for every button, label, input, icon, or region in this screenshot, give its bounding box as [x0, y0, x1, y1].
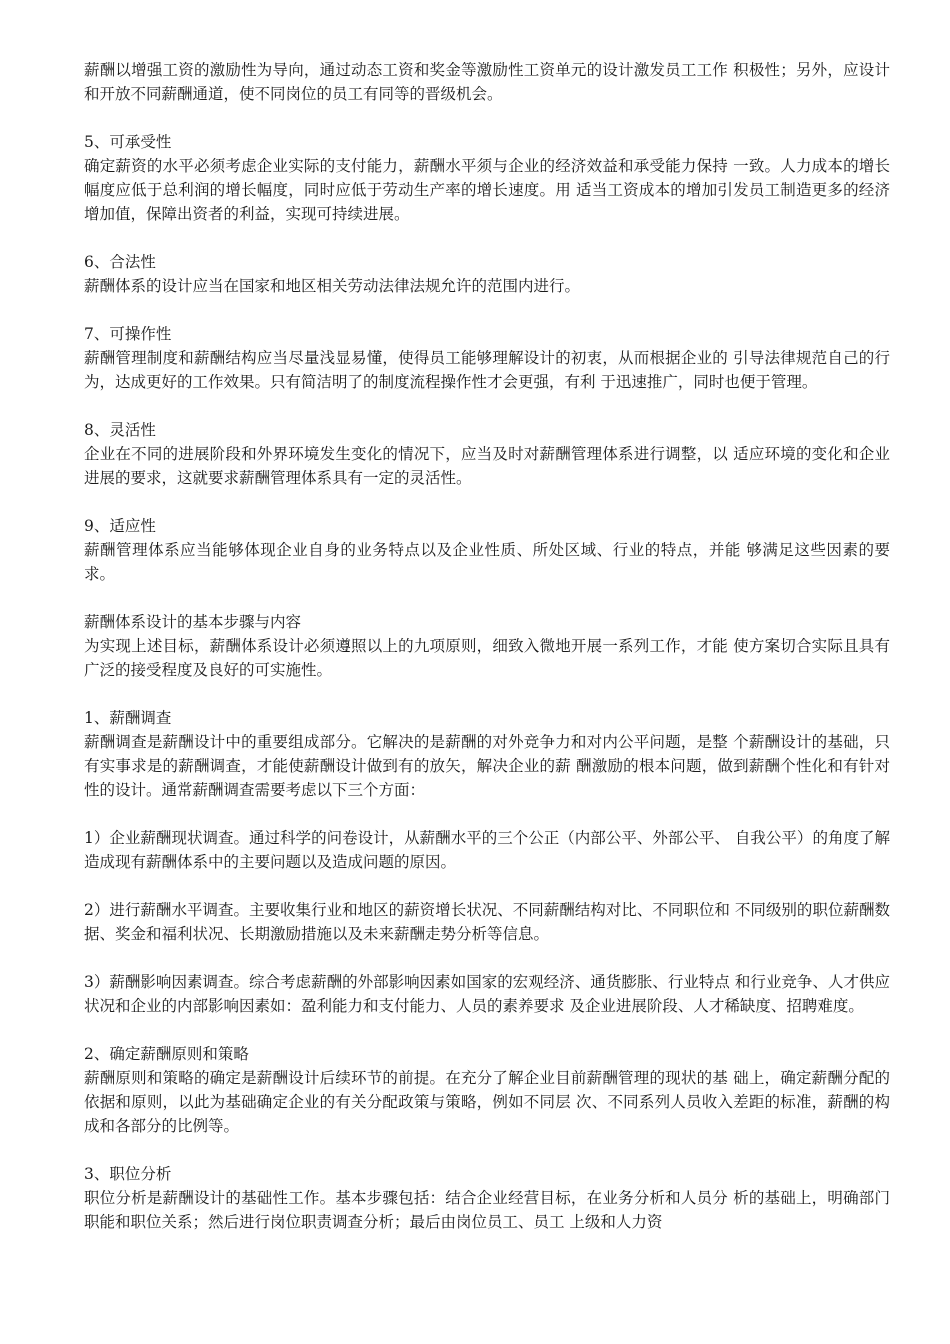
- section-heading: 3、职位分析: [84, 1165, 172, 1183]
- paragraph-text: 薪酬管理制度和薪酬结构应当尽量浅显易懂，使得员工能够理解设计的初衷，从而根据企业的 引导法律规范自己的行为，达成更好的工作效果。只有简洁明了的制度流程操作性才会更强，有利 于迅速推广，同时也便于管理。: [84, 349, 890, 391]
- paragraph-text: 薪酬原则和策略的确定是薪酬设计后续环节的前提。在充分了解企业目前薪酬管理的现状的基 础上，确定薪酬分配的依据和原则，以此为基础确定企业的有关分配政策与策略，例如不同层 次、不同系列人员收入差距的标准，薪酬的构成和各部分的比例等。: [84, 1069, 890, 1135]
- section-principles-strategy: [84, 1042, 890, 1138]
- section-job-analysis: [84, 1162, 890, 1234]
- section-heading: 1、薪酬调查: [84, 709, 172, 727]
- section-design-steps: [84, 610, 890, 682]
- paragraph-text: 薪酬体系的设计应当在国家和地区相关劳动法律法规允许的范围内进行。: [84, 277, 581, 295]
- paragraph-text: 企业在不同的进展阶段和外界环境发生变化的情况下，应当及时对薪酬管理体系进行调整，以 适应环境的变化和企业进展的要求，这就要求薪酬管理体系具有一定的灵活性。: [84, 445, 890, 487]
- survey-item-1: [84, 826, 890, 874]
- paragraph-text: 薪酬以增强工资的激励性为导向，通过动态工资和奖金等激励性工资单元的设计激发员工工作 积极性；另外，应设计和开放不同薪酬通道，使不同岗位的员工有同等的晋级机会。: [84, 61, 890, 103]
- section-heading: 6、合法性: [84, 253, 156, 271]
- section-heading: 薪酬体系设计的基本步骤与内容: [84, 613, 302, 631]
- survey-item-3: [84, 970, 890, 1018]
- paragraph-text: 薪酬管理体系应当能够体现企业自身的业务特点以及企业性质、所处区域、行业的特点，并能 够满足这些因素的要求。: [84, 541, 890, 583]
- paragraph-text: 确定薪资的水平必须考虑企业实际的支付能力，薪酬水平须与企业的经济效益和承受能力保持 一致。人力成本的增长幅度应低于总利润的增长幅度，同时应低于劳动生产率的增长速度。用 适当工资成本的增加引发员工制造更多的经济增加值，保障出资者的利益，实现可持续进展。: [84, 157, 890, 223]
- section-flexibility: [84, 418, 890, 490]
- paragraph-text: 职位分析是薪酬设计的基础性工作。基本步骤包括：结合企业经营目标，在业务分析和人员分 析的基础上，明确部门职能和职位关系；然后进行岗位职责调查分析；最后由岗位员工、员工 上级和人力资: [84, 1189, 890, 1231]
- section-heading: 9、适应性: [84, 517, 156, 535]
- section-salary-survey: [84, 706, 890, 802]
- paragraph-text: 3）薪酬影响因素调查。综合考虑薪酬的外部影响因素如国家的宏观经济、通货膨胀、行业特点 和行业竞争、人才供应状况和企业的内部影响因素如：盈利能力和支付能力、人员的素养要求 及企业进展阶段、人才稀缺度、招聘难度。: [84, 973, 890, 1015]
- survey-item-2: [84, 898, 890, 946]
- paragraph-text: 为实现上述目标，薪酬体系设计必须遵照以上的九项原则，细致入微地开展一系列工作，才能 使方案切合实际且具有广泛的接受程度及良好的可实施性。: [84, 637, 890, 679]
- section-heading: 2、确定薪酬原则和策略: [84, 1045, 249, 1063]
- section-heading: 7、可操作性: [84, 325, 172, 343]
- intro-paragraph: [84, 58, 890, 106]
- section-adaptability: [84, 514, 890, 586]
- document-page: [84, 58, 890, 1258]
- section-heading: 8、灵活性: [84, 421, 156, 439]
- section-heading: 5、可承受性: [84, 133, 172, 151]
- paragraph-text: 1）企业薪酬现状调查。通过科学的问卷设计，从薪酬水平的三个公正（内部公平、外部公平、 自我公平）的角度了解造成现有薪酬体系中的主要问题以及造成问题的原因。: [84, 829, 890, 871]
- paragraph-text: 薪酬调查是薪酬设计中的重要组成部分。它解决的是薪酬的对外竞争力和对内公平问题，是整 个薪酬设计的基础，只有实事求是的薪酬调查，才能使薪酬设计做到有的放矢，解决企业的薪 酬激励的根本问题，做到薪酬个性化和有针对性的设计。通常薪酬调查需要考虑以下三个方面：: [84, 733, 890, 799]
- paragraph-text: 2）进行薪酬水平调查。主要收集行业和地区的薪资增长状况、不同薪酬结构对比、不同职位和 不同级别的职位薪酬数据、奖金和福利状况、长期激励措施以及未来薪酬走势分析等信息。: [84, 901, 890, 943]
- section-legality: [84, 250, 890, 298]
- section-operability: [84, 322, 890, 394]
- section-affordability: [84, 130, 890, 226]
